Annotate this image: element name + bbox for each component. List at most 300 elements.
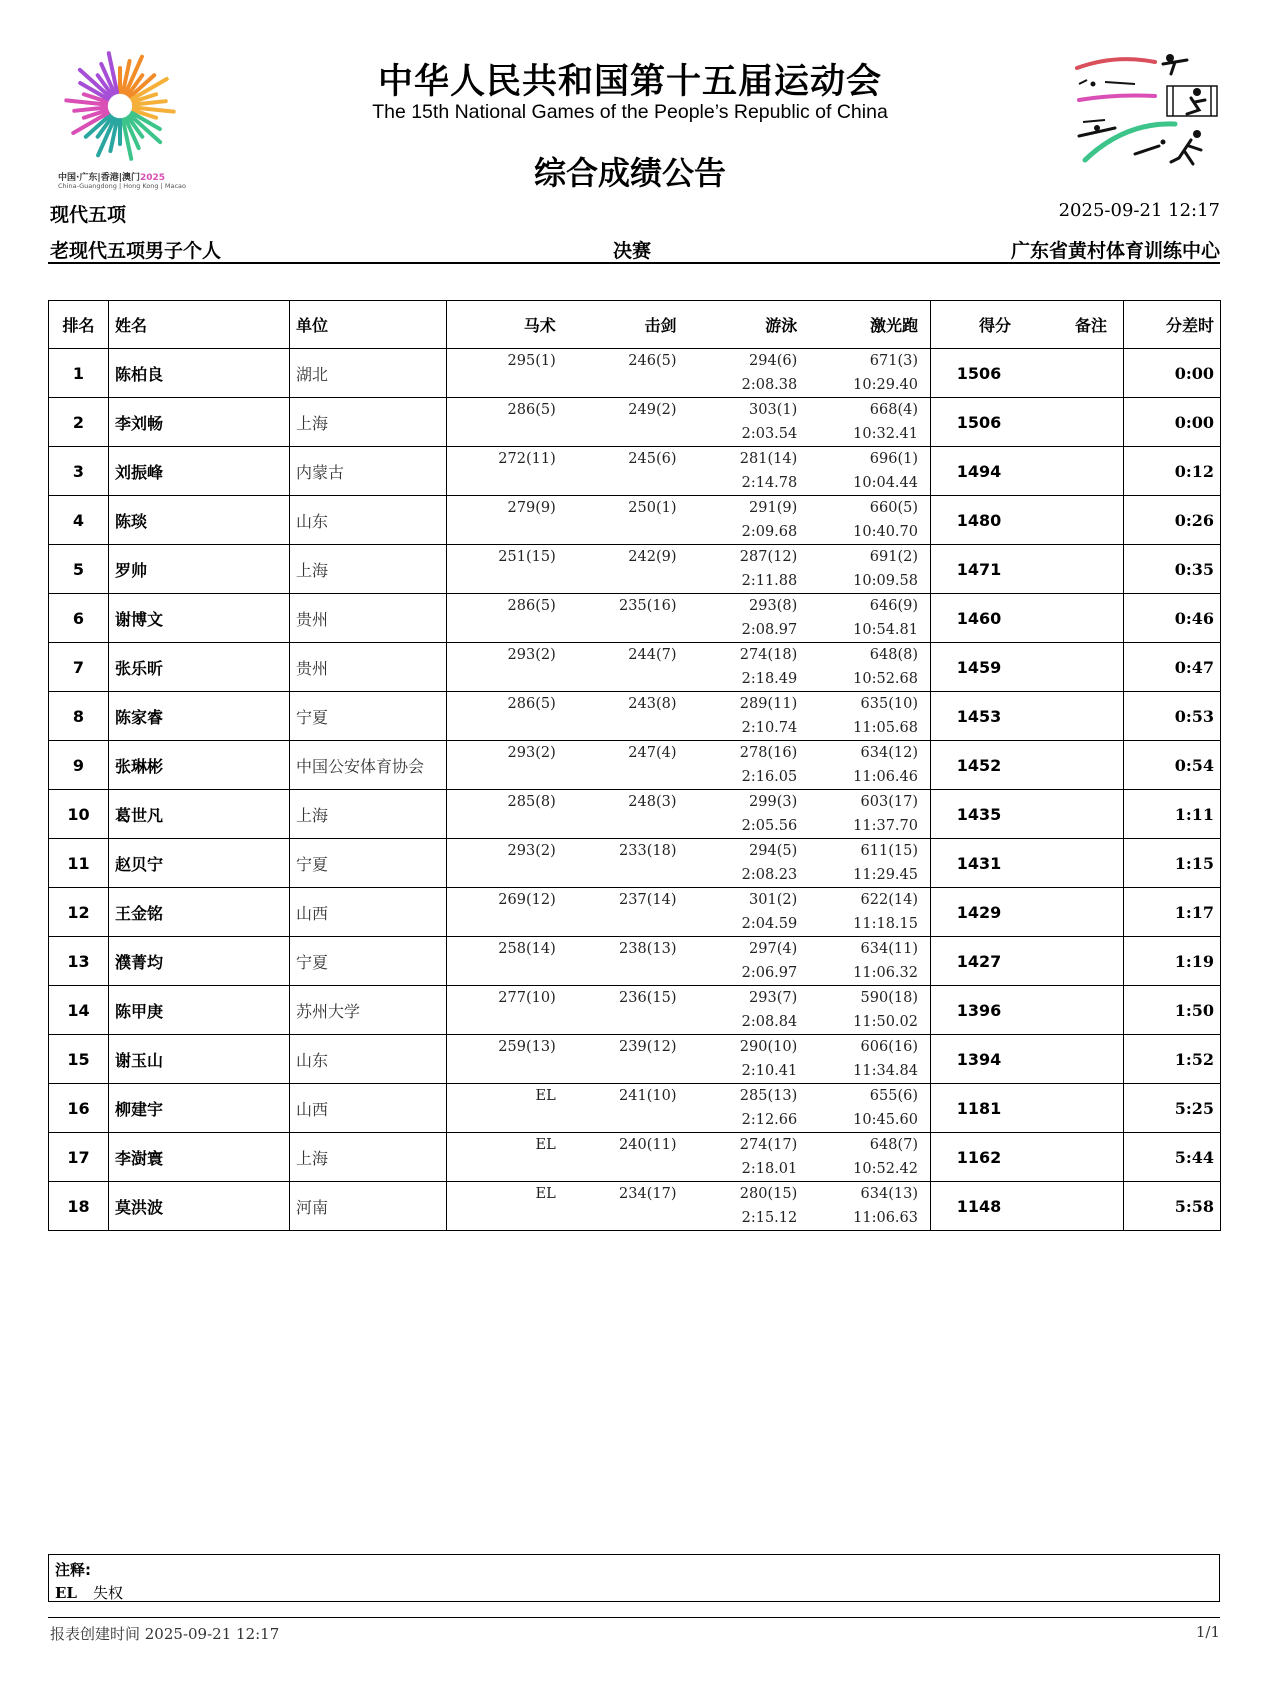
rank-cell: 12	[49, 888, 109, 937]
col-laser-run-header: 激光跑	[869, 316, 918, 335]
unit-cell: 宁夏	[290, 937, 447, 986]
laser-run-time: 10:40.70	[853, 524, 918, 540]
laser-run-time: 10:52.42	[853, 1161, 918, 1177]
unit-cell: 上海	[290, 398, 447, 447]
swimming-time: 2:14.78	[741, 475, 798, 491]
fencing-points: 241(10)	[619, 1088, 677, 1104]
remark	[1027, 364, 1123, 383]
table-row	[49, 839, 1221, 888]
remark	[1027, 413, 1123, 432]
riding-points: 293(2)	[507, 647, 556, 663]
col-unit-header: 单位	[290, 301, 447, 349]
swimming-time: 2:03.54	[741, 426, 798, 442]
score-remark-cell	[931, 937, 1124, 986]
unit-cell: 上海	[290, 790, 447, 839]
fencing-points: 250(1)	[628, 500, 677, 516]
athlete-name-cell: 谢玉山	[109, 1035, 290, 1084]
time-diff-cell: 0:12	[1124, 447, 1221, 496]
total-score: 1435	[956, 804, 1002, 824]
table-row	[49, 888, 1221, 937]
table-row	[49, 447, 1221, 496]
riding-points: 277(10)	[498, 990, 556, 1006]
col-disciplines-header	[447, 301, 931, 349]
time-diff-cell: 1:50	[1124, 986, 1221, 1035]
swimming-time: 2:08.97	[741, 622, 798, 638]
rank-cell: 13	[49, 937, 109, 986]
swimming-time: 2:12.66	[741, 1112, 798, 1128]
score-remark-cell	[931, 1084, 1124, 1133]
riding-points: EL	[535, 1088, 556, 1104]
sunburst-emblem	[50, 38, 200, 168]
laser-run-points: 634(13)	[860, 1186, 918, 1202]
unit-cell: 苏州大学	[290, 986, 447, 1035]
table-row	[49, 349, 1221, 398]
table-row	[49, 545, 1221, 594]
unit-cell: 上海	[290, 545, 447, 594]
remark	[1027, 1197, 1123, 1216]
score-remark-cell	[931, 692, 1124, 741]
col-riding-header: 马术	[523, 316, 556, 335]
pentathlon-pictogram-graphic	[1075, 50, 1225, 180]
time-diff-cell: 1:17	[1124, 888, 1221, 937]
time-diff-cell: 5:44	[1124, 1133, 1221, 1182]
table-row	[49, 741, 1221, 790]
athlete-name-cell: 陈柏良	[109, 349, 290, 398]
time-diff-cell: 1:15	[1124, 839, 1221, 888]
swimming-points: 294(6)	[749, 353, 798, 369]
swimming-points: 293(7)	[749, 990, 798, 1006]
riding-points: 286(5)	[507, 598, 556, 614]
fencing-points: 239(12)	[619, 1039, 677, 1055]
laser-run-time: 11:37.70	[853, 818, 918, 834]
rank-cell: 15	[49, 1035, 109, 1084]
total-score: 1394	[956, 1049, 1002, 1069]
riding-points: EL	[535, 1137, 556, 1153]
unit-cell: 贵州	[290, 643, 447, 692]
rank-cell: 6	[49, 594, 109, 643]
laser-run-points: 660(5)	[869, 500, 918, 516]
riding-points: 285(8)	[507, 794, 556, 810]
disciplines-cell	[447, 986, 931, 1035]
rank-cell: 11	[49, 839, 109, 888]
disciplines-cell	[447, 790, 931, 839]
swimming-points: 291(9)	[749, 500, 798, 516]
games-logo	[50, 38, 200, 193]
score-remark-cell	[931, 888, 1124, 937]
swimming-time: 2:04.59	[741, 916, 798, 932]
score-remark-cell	[931, 1133, 1124, 1182]
unit-cell: 河南	[290, 1182, 447, 1231]
laser-run-time: 11:34.84	[853, 1063, 918, 1079]
laser-run-points: 648(8)	[869, 647, 918, 663]
fencing-points: 245(6)	[628, 451, 677, 467]
unit-cell: 宁夏	[290, 692, 447, 741]
disciplines-cell	[447, 594, 931, 643]
total-score: 1459	[956, 657, 1002, 677]
swimming-time: 2:10.41	[741, 1063, 798, 1079]
score-remark-cell	[931, 447, 1124, 496]
athlete-name-cell: 濮菁均	[109, 937, 290, 986]
laser-run-points: 691(2)	[869, 549, 918, 565]
score-remark-cell	[931, 790, 1124, 839]
time-diff-cell: 0:00	[1124, 398, 1221, 447]
rank-cell: 9	[49, 741, 109, 790]
disciplines-cell	[447, 398, 931, 447]
unit-cell: 贵州	[290, 594, 447, 643]
swimming-time: 2:18.01	[741, 1161, 798, 1177]
swimming-time: 2:18.49	[741, 671, 798, 687]
athlete-name-cell: 张琳彬	[109, 741, 290, 790]
swimming-time: 2:09.68	[741, 524, 798, 540]
swimming-time: 2:10.74	[741, 720, 798, 736]
athlete-name-cell: 陈琰	[109, 496, 290, 545]
rank-cell: 8	[49, 692, 109, 741]
notes-title: 注释:	[55, 1561, 91, 1579]
laser-run-points: 590(18)	[860, 990, 918, 1006]
riding-points: 293(2)	[507, 843, 556, 859]
pentathlon-pictogram	[1075, 50, 1225, 180]
swimming-time: 2:08.38	[741, 377, 798, 393]
swimming-points: 297(4)	[749, 941, 798, 957]
remark	[1027, 560, 1123, 579]
unit-cell: 湖北	[290, 349, 447, 398]
total-score: 1471	[956, 559, 1002, 579]
laser-run-time: 11:06.32	[853, 965, 918, 981]
disciplines-cell	[447, 1182, 931, 1231]
total-score: 1460	[956, 608, 1002, 628]
header-divider	[48, 262, 1220, 264]
table-row	[49, 1035, 1221, 1084]
logo-caption-cn: 中国·广东|香港|澳门	[58, 173, 140, 183]
unit-cell: 内蒙古	[290, 447, 447, 496]
rank-cell: 16	[49, 1084, 109, 1133]
col-rank-header: 排名	[49, 301, 109, 349]
remark	[1027, 1148, 1123, 1167]
time-diff-cell: 0:54	[1124, 741, 1221, 790]
games-title-cn: 中华人民共和国第十五届运动会	[377, 62, 882, 102]
time-diff-cell: 0:00	[1124, 349, 1221, 398]
remark	[1027, 854, 1123, 873]
swimming-time: 2:06.97	[741, 965, 798, 981]
notes-box	[48, 1554, 1220, 1602]
score-remark-cell	[931, 398, 1124, 447]
score-remark-cell	[931, 986, 1124, 1035]
rank-cell: 3	[49, 447, 109, 496]
time-diff-cell: 0:35	[1124, 545, 1221, 594]
score-remark-cell	[931, 496, 1124, 545]
table-row	[49, 1084, 1221, 1133]
unit-cell: 宁夏	[290, 839, 447, 888]
col-score-remark-header	[931, 301, 1124, 349]
swimming-time: 2:05.56	[741, 818, 798, 834]
athlete-name-cell: 王金铭	[109, 888, 290, 937]
col-diff-header: 分差时	[1124, 301, 1221, 349]
table-row	[49, 398, 1221, 447]
athlete-name-cell: 葛世凡	[109, 790, 290, 839]
swimming-points: 281(14)	[739, 451, 798, 467]
remark	[1027, 903, 1123, 922]
remark	[1027, 511, 1123, 530]
remark	[1027, 707, 1123, 726]
remark	[1027, 756, 1123, 775]
athlete-name-cell: 李刘畅	[109, 398, 290, 447]
fencing-points: 235(16)	[619, 598, 677, 614]
fencing-points: 233(18)	[619, 843, 677, 859]
score-remark-cell	[931, 594, 1124, 643]
athlete-name-cell: 陈家睿	[109, 692, 290, 741]
laser-run-points: 634(12)	[860, 745, 918, 761]
athlete-name-cell: 陈甲庚	[109, 986, 290, 1035]
swimming-points: 280(15)	[739, 1186, 798, 1202]
time-diff-cell: 1:19	[1124, 937, 1221, 986]
table-row	[49, 790, 1221, 839]
laser-run-time: 10:09.58	[853, 573, 918, 589]
fencing-points: 247(4)	[628, 745, 677, 761]
riding-points: 272(11)	[498, 451, 556, 467]
laser-run-time: 10:32.41	[853, 426, 918, 442]
document-title: 综合成绩公告	[533, 154, 726, 192]
laser-run-time: 11:06.46	[853, 769, 918, 785]
remark	[1027, 1050, 1123, 1069]
col-remark-header: 备注	[1074, 316, 1107, 335]
remark	[1027, 1001, 1123, 1020]
swimming-points: 287(12)	[739, 549, 798, 565]
athlete-name-cell: 莫洪波	[109, 1182, 290, 1231]
athlete-name-cell: 李澍寰	[109, 1133, 290, 1182]
swimming-points: 290(10)	[739, 1039, 798, 1055]
total-score: 1427	[956, 951, 1002, 971]
swimming-points: 303(1)	[749, 402, 798, 418]
fencing-points: 236(15)	[619, 990, 677, 1006]
laser-run-points: 611(15)	[860, 843, 918, 859]
fencing-points: 237(14)	[619, 892, 677, 908]
disciplines-cell	[447, 839, 931, 888]
disciplines-cell	[447, 1084, 931, 1133]
swimming-points: 285(13)	[739, 1088, 798, 1104]
footer-divider	[48, 1617, 1220, 1618]
table-row	[49, 643, 1221, 692]
results-body	[49, 349, 1221, 1231]
riding-points: 286(5)	[507, 402, 556, 418]
unit-cell: 上海	[290, 1133, 447, 1182]
table-row	[49, 496, 1221, 545]
rank-cell: 18	[49, 1182, 109, 1231]
disciplines-cell	[447, 888, 931, 937]
fencing-points: 243(8)	[628, 696, 677, 712]
score-remark-cell	[931, 1182, 1124, 1231]
laser-run-points: 622(14)	[860, 892, 918, 908]
disciplines-cell	[447, 1133, 931, 1182]
total-score: 1181	[956, 1098, 1002, 1118]
time-diff-cell: 0:53	[1124, 692, 1221, 741]
report-created-time: 报表创建时间 2025-09-21 12:17	[50, 1625, 280, 1643]
total-score: 1162	[956, 1147, 1002, 1167]
swimming-points: 301(2)	[749, 892, 798, 908]
games-title-en: The 15th National Games of the People’s Republic of China	[372, 101, 888, 123]
table-row	[49, 1182, 1221, 1231]
time-diff-cell: 0:26	[1124, 496, 1221, 545]
disciplines-cell	[447, 1035, 931, 1084]
fencing-points: 234(17)	[619, 1186, 677, 1202]
remark	[1027, 1099, 1123, 1118]
fencing-points: 238(13)	[619, 941, 677, 957]
unit-cell: 山东	[290, 1035, 447, 1084]
laser-run-time: 11:06.63	[853, 1210, 918, 1226]
swimming-time: 2:08.23	[741, 867, 798, 883]
time-diff-cell: 5:25	[1124, 1084, 1221, 1133]
col-swimming-header: 游泳	[765, 316, 798, 335]
disciplines-cell	[447, 349, 931, 398]
unit-cell: 山东	[290, 496, 447, 545]
swimming-time: 2:11.88	[741, 573, 798, 589]
riding-points: EL	[535, 1186, 556, 1202]
riding-points: 295(1)	[507, 353, 556, 369]
unit-cell: 山西	[290, 888, 447, 937]
score-remark-cell	[931, 839, 1124, 888]
swimming-points: 278(16)	[739, 745, 798, 761]
fencing-points: 240(11)	[619, 1137, 677, 1153]
laser-run-points: 646(9)	[869, 598, 918, 614]
laser-run-time: 11:50.02	[853, 1014, 918, 1030]
rank-cell: 14	[49, 986, 109, 1035]
remark	[1027, 609, 1123, 628]
laser-run-points: 606(16)	[860, 1039, 918, 1055]
athlete-name-cell: 赵贝宁	[109, 839, 290, 888]
athlete-name-cell: 张乐昕	[109, 643, 290, 692]
laser-run-points: 655(6)	[869, 1088, 918, 1104]
score-remark-cell	[931, 349, 1124, 398]
total-score: 1453	[956, 706, 1002, 726]
fencing-points: 249(2)	[628, 402, 677, 418]
logo-caption-year: 2025	[140, 173, 166, 183]
laser-run-time: 11:18.15	[853, 916, 918, 932]
venue-name: 广东省黄村体育训练中心	[1010, 240, 1220, 262]
score-remark-cell	[931, 643, 1124, 692]
table-header-row	[49, 301, 1221, 349]
rank-cell: 10	[49, 790, 109, 839]
col-fencing-header: 击剑	[644, 316, 677, 335]
total-score: 1452	[956, 755, 1002, 775]
laser-run-time: 10:54.81	[853, 622, 918, 638]
total-score: 1506	[956, 363, 1002, 383]
col-name-header: 姓名	[109, 301, 290, 349]
rank-cell: 1	[49, 349, 109, 398]
rank-cell: 5	[49, 545, 109, 594]
disciplines-cell	[447, 741, 931, 790]
rank-cell: 7	[49, 643, 109, 692]
laser-run-points: 648(7)	[869, 1137, 918, 1153]
total-score: 1148	[956, 1196, 1002, 1216]
time-diff-cell: 0:46	[1124, 594, 1221, 643]
col-score-header: 得分	[978, 316, 1011, 335]
disciplines-cell	[447, 447, 931, 496]
rank-cell: 2	[49, 398, 109, 447]
rank-cell: 4	[49, 496, 109, 545]
report-datetime: 2025-09-21 12:17	[1058, 200, 1220, 221]
total-score: 1431	[956, 853, 1002, 873]
laser-run-points: 668(4)	[869, 402, 918, 418]
laser-run-time: 10:52.68	[853, 671, 918, 687]
athlete-name-cell: 刘振峰	[109, 447, 290, 496]
remark	[1027, 658, 1123, 677]
logo-caption-en: China-Guangdong | Hong Kong | Macao	[58, 182, 186, 190]
laser-run-points: 671(3)	[869, 353, 918, 369]
laser-run-points: 635(10)	[860, 696, 918, 712]
laser-run-time: 10:45.60	[853, 1112, 918, 1128]
score-remark-cell	[931, 741, 1124, 790]
remark	[1027, 462, 1123, 481]
event-name: 老现代五项男子个人	[50, 240, 222, 262]
swimming-time: 2:16.05	[741, 769, 798, 785]
results-table	[48, 300, 1221, 1231]
time-diff-cell: 1:11	[1124, 790, 1221, 839]
laser-run-time: 10:04.44	[853, 475, 918, 491]
unit-cell: 中国公安体育协会	[290, 741, 447, 790]
note-text: 失权	[93, 1584, 124, 1602]
laser-run-time: 10:29.40	[853, 377, 918, 393]
riding-points: 251(15)	[498, 549, 556, 565]
laser-run-time: 11:05.68	[853, 720, 918, 736]
disciplines-cell	[447, 692, 931, 741]
rank-cell: 17	[49, 1133, 109, 1182]
time-diff-cell: 0:47	[1124, 643, 1221, 692]
disciplines-cell	[447, 545, 931, 594]
disciplines-cell	[447, 496, 931, 545]
fencing-points: 248(3)	[628, 794, 677, 810]
disciplines-cell	[447, 643, 931, 692]
riding-points: 279(9)	[507, 500, 556, 516]
remark	[1027, 805, 1123, 824]
disciplines-cell	[447, 937, 931, 986]
page-number: 1/1	[1195, 1623, 1220, 1641]
fencing-points: 242(9)	[628, 549, 677, 565]
riding-points: 258(14)	[498, 941, 556, 957]
swimming-time: 2:15.12	[741, 1210, 798, 1226]
riding-points: 259(13)	[498, 1039, 556, 1055]
table-row	[49, 1133, 1221, 1182]
riding-points: 293(2)	[507, 745, 556, 761]
swimming-points: 299(3)	[749, 794, 798, 810]
unit-cell: 山西	[290, 1084, 447, 1133]
total-score: 1480	[956, 510, 1002, 530]
riding-points: 269(12)	[498, 892, 556, 908]
score-remark-cell	[931, 1035, 1124, 1084]
note-code: EL	[55, 1584, 77, 1602]
fencing-points: 244(7)	[628, 647, 677, 663]
score-remark-cell	[931, 545, 1124, 594]
sport-name: 现代五项	[50, 204, 127, 226]
athlete-name-cell: 柳建宇	[109, 1084, 290, 1133]
notes-item	[55, 1582, 1213, 1603]
swimming-points: 294(5)	[749, 843, 798, 859]
swimming-points: 274(17)	[739, 1137, 798, 1153]
fencing-points: 246(5)	[628, 353, 677, 369]
table-row	[49, 594, 1221, 643]
athlete-name-cell: 谢博文	[109, 594, 290, 643]
table-row	[49, 937, 1221, 986]
swimming-points: 274(18)	[739, 647, 798, 663]
time-diff-cell: 1:52	[1124, 1035, 1221, 1084]
riding-points: 286(5)	[507, 696, 556, 712]
time-diff-cell: 5:58	[1124, 1182, 1221, 1231]
laser-run-points: 634(11)	[860, 941, 918, 957]
swimming-points: 289(11)	[739, 696, 798, 712]
laser-run-points: 696(1)	[869, 451, 918, 467]
laser-run-points: 603(17)	[860, 794, 918, 810]
table-row	[49, 986, 1221, 1035]
laser-run-time: 11:29.45	[853, 867, 918, 883]
total-score: 1429	[956, 902, 1002, 922]
